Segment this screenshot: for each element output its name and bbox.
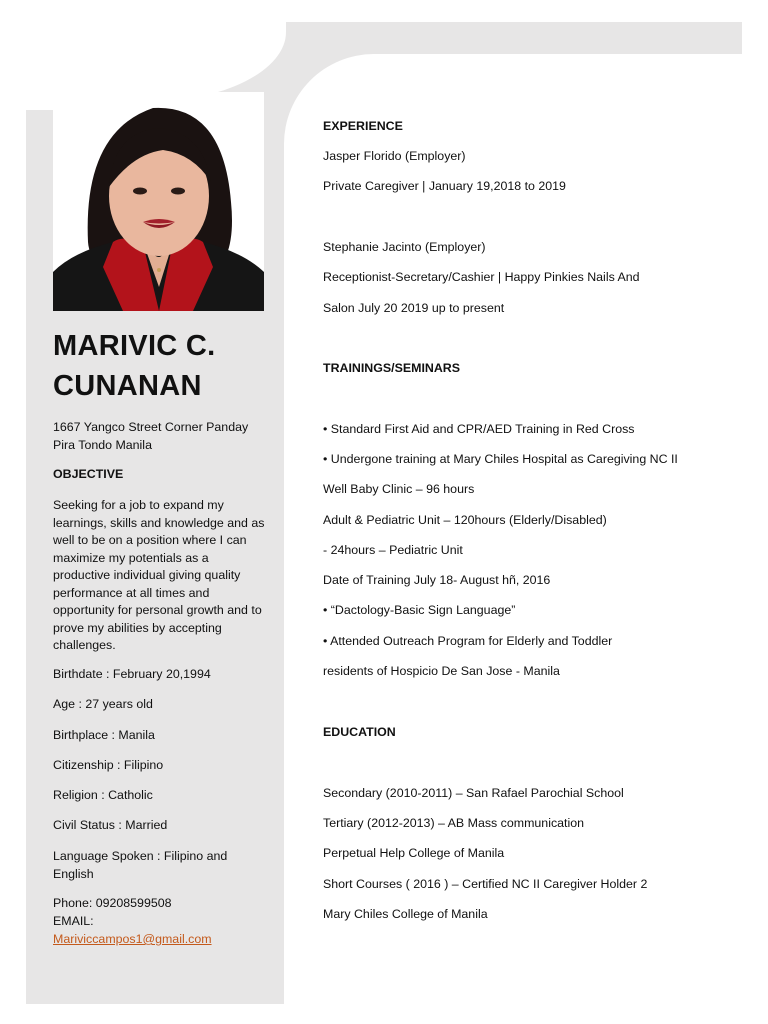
email-link[interactable]: Mariviccampos1@gmail.com: [53, 932, 212, 946]
civil-status: Civil Status : Married: [53, 818, 168, 832]
experience-line: Salon July 20 2019 up to present: [323, 301, 505, 315]
objective-heading: OBJECTIVE: [53, 467, 124, 481]
citizenship: Citizenship : Filipino: [53, 758, 164, 772]
training-line: Adult & Pediatric Unit – 120hours (Elderly/Disabled): [323, 513, 607, 527]
training-line: - 24hours – Pediatric Unit: [323, 543, 463, 557]
experience-line: Private Caregiver | January 19,2018 to 2019: [323, 179, 566, 193]
training-line: • Attended Outreach Program for Elderly and Toddler: [323, 634, 613, 648]
training-line: • Standard First Aid and CPR/AED Training in Red Cross: [323, 422, 635, 436]
experience-line: Jasper Florido (Employer): [323, 149, 466, 163]
address: 1667 Yangco Street Corner Panday Pira Tondo Manila: [53, 420, 249, 452]
religion: Religion : Catholic: [53, 788, 153, 802]
objective-text: Seeking for a job to expand my learnings, skills and knowledge and as well to be on a position where I can maximize my potentials as a productive individual giving quality performance at all times and opportunity for personal growth and to prove my abilities by accepting challenges.: [53, 498, 265, 652]
profile-photo: [53, 92, 264, 311]
training-line: • “Dactology-Basic Sign Language”: [323, 603, 516, 617]
training-line: Well Baby Clinic – 96 hours: [323, 482, 475, 496]
experience-line: Stephanie Jacinto (Employer): [323, 240, 486, 254]
content-panel: [284, 54, 744, 1014]
training-line: • Undergone training at Mary Chiles Hospital as Caregiving NC II: [323, 452, 678, 466]
language-spoken: Language Spoken : Filipino and English: [53, 849, 228, 881]
trainings-heading: TRAININGS/SEMINARS: [323, 361, 460, 375]
education-line: Tertiary (2012-2013) – AB Mass communication: [323, 816, 585, 830]
birthplace: Birthplace : Manila: [53, 728, 155, 742]
education-line: Perpetual Help College of Manila: [323, 846, 505, 860]
name-line-2: CUNANAN: [53, 370, 202, 402]
name-line-1: MARIVIC C.: [53, 330, 216, 362]
phone: Phone: 09208599508: [53, 896, 172, 910]
training-line: Date of Training July 18- August hñ, 2016: [323, 573, 551, 587]
education-line: Secondary (2010-2011) – San Rafael Parochial School: [323, 786, 624, 800]
education-line: Mary Chiles College of Manila: [323, 907, 488, 921]
candidate-name: [53, 326, 278, 406]
birthdate: Birthdate : February 20,1994: [53, 667, 211, 681]
email-label: EMAIL:: [53, 914, 94, 928]
education-heading: EDUCATION: [323, 725, 396, 739]
age: Age : 27 years old: [53, 697, 153, 711]
training-line: residents of Hospicio De San Jose - Manila: [323, 664, 560, 678]
email-link-wrapper: [53, 931, 268, 949]
experience-line: Receptionist-Secretary/Cashier | Happy Pinkies Nails And: [323, 270, 640, 284]
education-line: Short Courses ( 2016 ) – Certified NC II Caregiver Holder 2: [323, 877, 648, 891]
experience-heading: EXPERIENCE: [323, 119, 403, 133]
